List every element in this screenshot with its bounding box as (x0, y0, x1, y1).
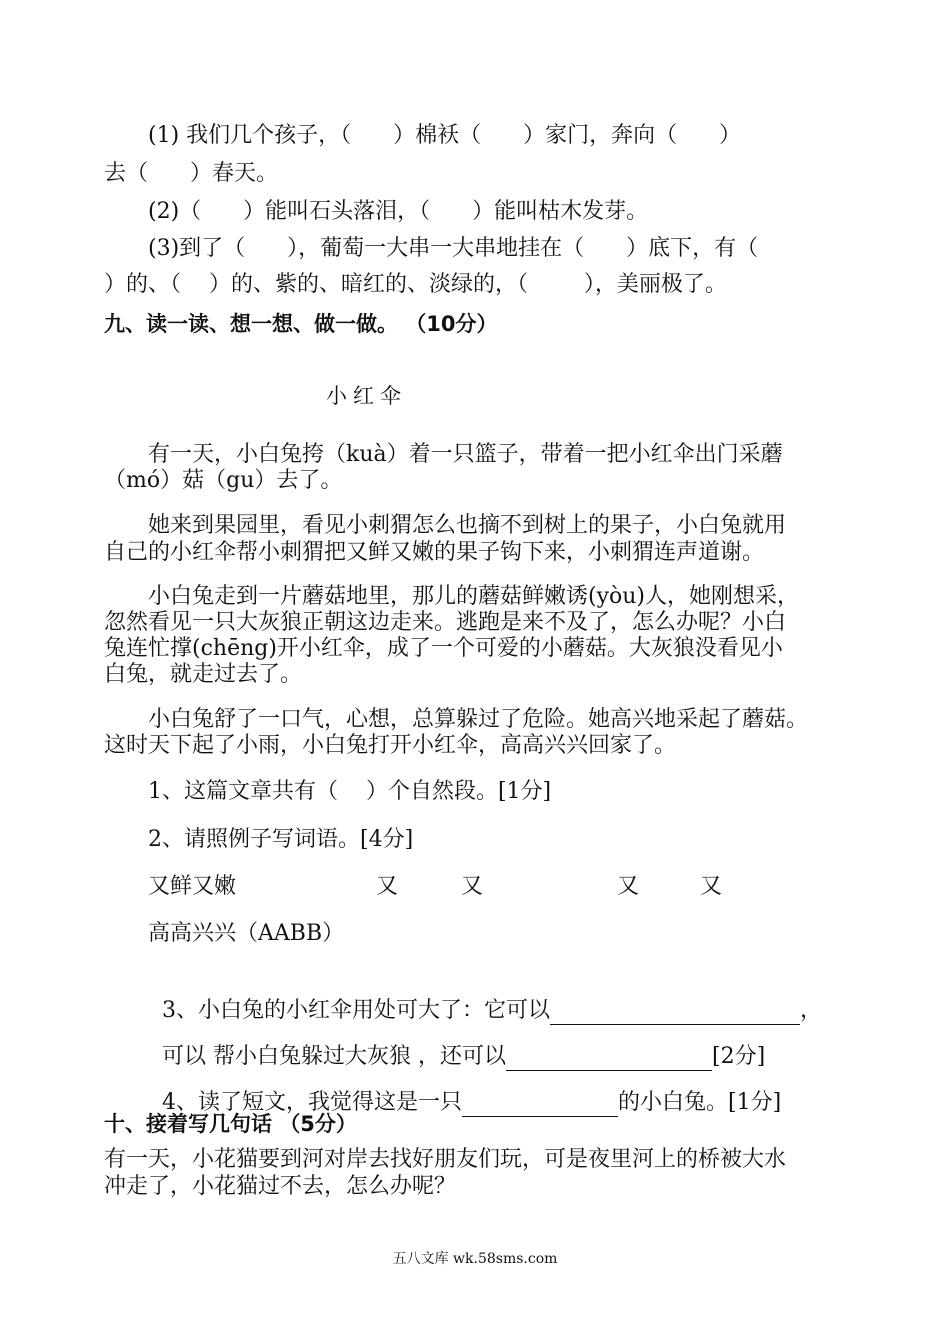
story-p3-line4: 白兔，就走过去了。 (104, 662, 303, 687)
story-p1-line1: 有一天，小白兔挎（kuà）着一只篮子，带着一把小红伞出门采蘑 (148, 442, 783, 467)
question-4 (148, 1061, 781, 1117)
q2-blank-a2: 又 (461, 874, 484, 899)
section10-heading: 十、接着写几句话 （5分） (104, 1112, 357, 1136)
q3-part2-text: 可以 帮小白兔躲过大灰狼 ，还可以 (162, 1044, 506, 1069)
q3-part2-end: [2分] (712, 1044, 766, 1069)
story-p2-line1: 她来到果园里，看见小刺猬怎么也摘不到树上的果子，小白兔就用 (148, 513, 787, 538)
story-p3-line2: 忽然看见一只大灰狼正朝这边走来。逃跑是来不及了，怎么办呢？小白 (104, 610, 787, 635)
q4-answer-line[interactable] (462, 1094, 618, 1117)
q2-blank-b2: 又 (700, 874, 723, 899)
fill-q1-line1: (1) 我们几个孩子，（ ）棉袄（ ）家门，奔向（ ） (148, 123, 742, 148)
section10-line2: 冲走了，小花猫过不去，怎么办呢？ (104, 1174, 457, 1199)
fill-q3-line1: (3)到了（ ），葡萄一大串一大串地挂在（ ）底下，有（ (148, 236, 759, 261)
q2-blank-b1: 又 (617, 874, 640, 899)
fill-q1-line2: 去（ ）春天。 (104, 161, 278, 186)
section9-heading: 九、读一读、想一想、做一做。 （10分） (104, 312, 498, 336)
fill-q3-line2: ）的、（ ）的、紫的、暗红的、淡绿的，（ ），美丽极了。 (104, 272, 727, 297)
q2-blank-a1: 又 (376, 874, 399, 899)
q3-part1-end: ， (800, 998, 823, 1023)
story-p4-line1: 小白兔舒了一口气，心想，总算躲过了危险。她高兴地采起了蘑菇。 (148, 707, 809, 732)
q4-part1-text: 4、读了短文，我觉得这是一只 (162, 1090, 462, 1115)
story-p3-line1: 小白兔走到一片蘑菇地里，那儿的蘑菇鲜嫩诱(yòu)人，她刚想采， (148, 584, 800, 609)
story-p3-line3: 兔连忙撑(chēng)开小红伞，成了一个可爱的小蘑菇。大灰狼没看见小 (104, 636, 783, 661)
q2-example-2: 高高兴兴（AABB） (148, 921, 345, 946)
fill-q2: (2)（ ）能叫石头落泪，（ ）能叫枯木发芽。 (148, 199, 649, 224)
question-2: 2、请照例子写词语。[4分] (148, 827, 414, 852)
story-title: 小红伞 (326, 384, 407, 408)
footer-watermark: 五八文库 wk.58sms.com (392, 1251, 558, 1267)
story-p4-line2: 这时天下起了小雨，小白兔打开小红伞，高高兴兴回家了。 (104, 733, 677, 758)
story-p1-line2: （mó）菇（gu）去了。 (104, 468, 343, 493)
q2-example-1: 又鲜又嫩 (148, 874, 237, 899)
story-p2-line2: 自己的小红伞帮小刺猬把又鲜又嫩的果子钩下来，小刺猬连声道谢。 (104, 540, 765, 565)
q3-part1-text: 3、小白兔的小红伞用处可大了：它可以 (162, 998, 550, 1023)
section10-line1: 有一天，小花猫要到河对岸去找好朋友们玩，可是夜里河上的桥被大水 (104, 1147, 787, 1172)
question-1: 1、这篇文章共有（ ）个自然段。[1分] (148, 779, 552, 804)
q4-part2-text: 的小白兔。[1分] (618, 1090, 782, 1115)
